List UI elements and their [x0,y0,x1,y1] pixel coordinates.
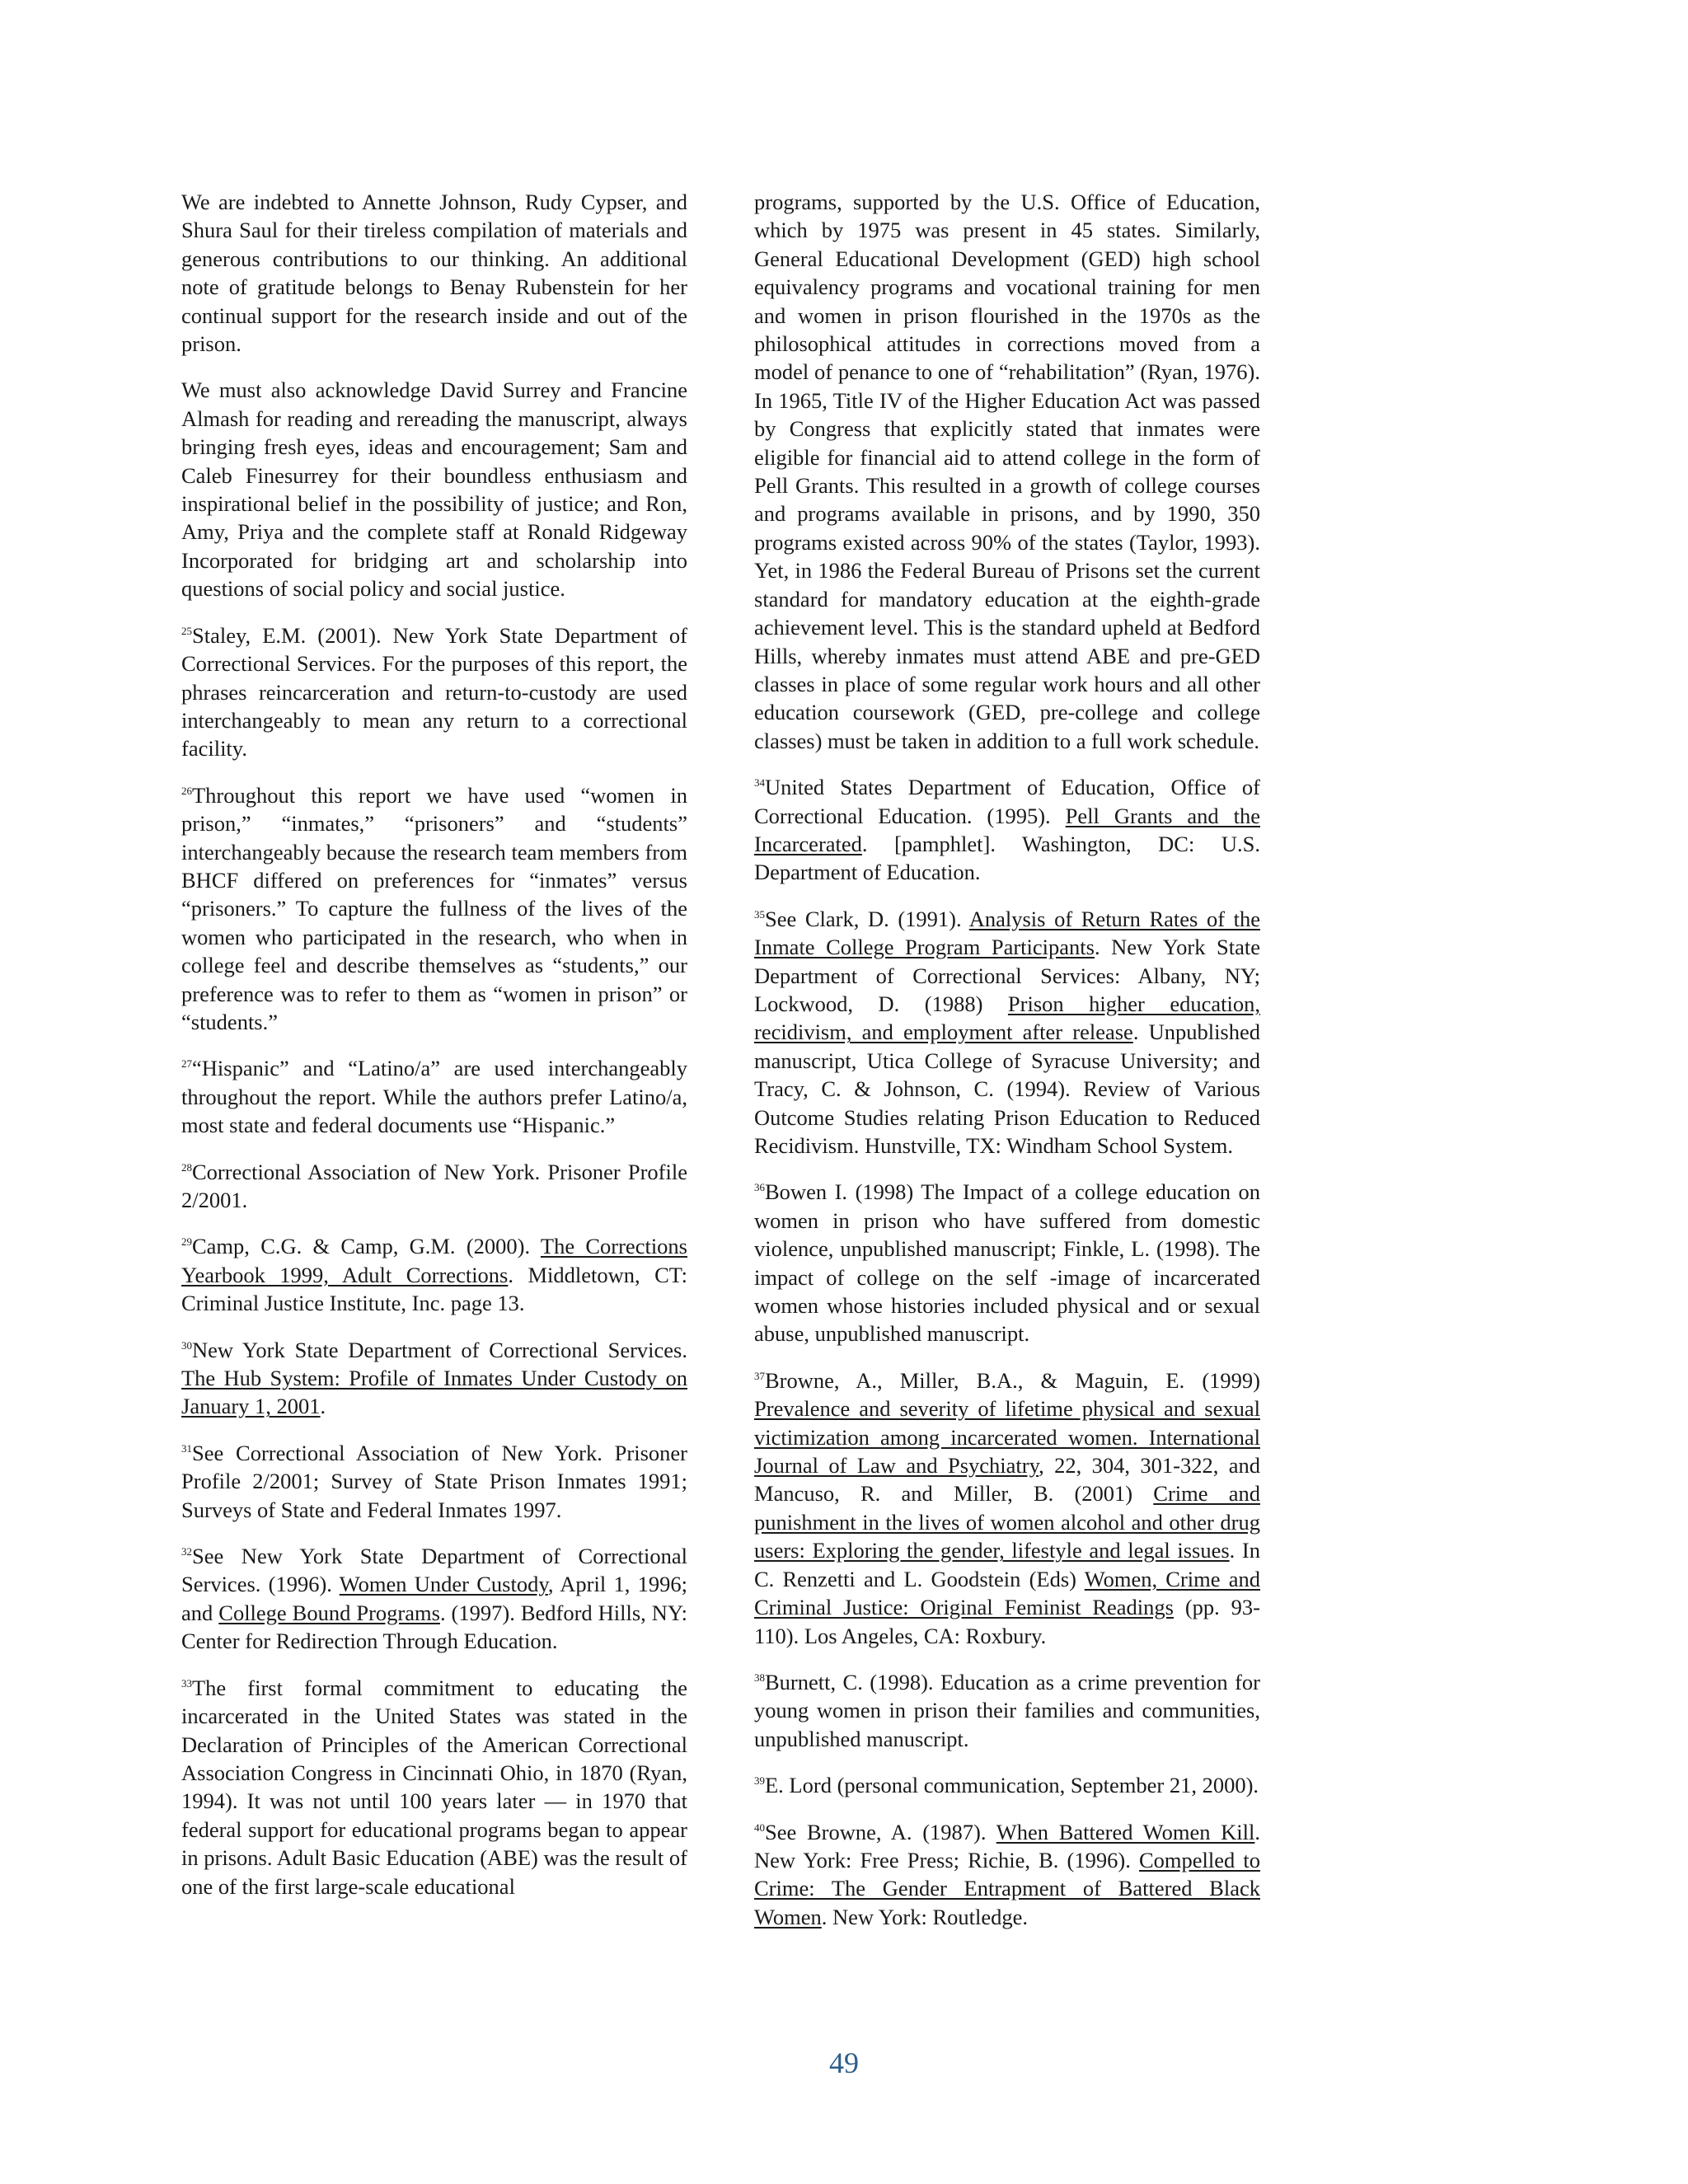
footnote-marker: 36 [754,1181,765,1194]
paragraph [181,781,687,1037]
left-column [181,188,687,1919]
text-run: . In C. Renzetti and L. Goodstein (Eds) [754,1538,1260,1591]
text-run: , 22, 304, 301-322, and Mancuso, R. and Miller, B. (2001) [754,1453,1260,1507]
text-run: . Middletown, CT: Criminal Justice Institute, Inc. page 13. [181,1262,687,1316]
text-run: . [pamphlet]. Washington, DC: U.S. Department of Education. [754,831,1260,885]
paragraph [181,1232,687,1317]
text-run: Throughout this report we have used “women in prison,” “inmates,” “prisoners” and “students” interchangeably because the research team members from BHCF differed on preferences for “inmates” versus “prisoners.” To capture the fullness of the lives of the women who participated in the research, who when in college feel and describe themselves as “students,” our preference was to refer to them as “women in prison” or “students.” [181,782,687,1034]
paragraph [181,188,687,358]
footnote-marker: 39 [754,1774,765,1788]
footnote-marker: 30 [181,1338,192,1352]
footnote-marker: 40 [754,1821,765,1834]
text-run: E. Lord (personal communication, September 21, 2000). [765,1773,1259,1798]
underlined-title: College Bound Programs [218,1600,440,1625]
paragraph [181,1674,687,1900]
footnote-marker: 34 [754,776,765,790]
paragraph [754,1366,1260,1650]
text-run: See New York State Department of Correctional Services. (1996). [181,1544,687,1597]
paragraph [181,621,687,763]
paragraph [754,773,1260,887]
footnote-marker: 31 [181,1441,192,1455]
text-run: programs, supported by the U.S. Office of Education, which by 1975 was present in 45 states. Similarly, General Educational Development (GED) high school equivalency programs and vocational training for men and women in prison flourished in the 1970s as the philosophical attitudes in corrections moved from a model of penance to one of “rehabilitation” (Ryan, 1976). In 1965, Title IV of the Higher Education Act was passed by Congress that explicitly stated that inmates were eligible for financial aid to attend college in the form of Pell Grants. This resulted in a growth of college courses and programs available in prisons, and by 1990, 350 programs existed across 90% of the states (Taylor, 1993). Yet, in 1986 the Federal Bureau of Prisons set the current standard for mandatory education at the eighth-grade achievement level. This is the standard upheld at Bedford Hills, whereby inmates must attend ABE and pre-GED classes in place of some regular work hours and all other education coursework (GED, pre-college and college classes) must be taken in addition to a full work schedule. [754,190,1260,753]
text-run: (pp. 93-110). Los Angeles, CA: Roxbury. [754,1595,1260,1648]
text-run: . New York: Free Press; Richie, B. (1996). [754,1819,1261,1872]
footnote-marker: 32 [181,1545,192,1558]
text-run: “Hispanic” and “Latino/a” are used interchangeably throughout the report. While the authors prefer Latino/a, most state and federal documents use “Hispanic.” [181,1056,687,1138]
footnote-marker: 33 [181,1676,192,1690]
footnote-marker: 26 [181,784,192,797]
text-run: New York State Department of Correctional Services. [192,1337,687,1362]
text-run: . (1997). Bedford Hills, NY: Center for Redirection Through Education. [181,1600,688,1654]
footnote-marker: 25 [181,624,192,637]
footnote-marker: 28 [181,1160,192,1174]
underlined-title: Women Under Custody [339,1572,548,1597]
footnote-marker: 37 [754,1369,765,1382]
text-run: Browne, A., Miller, B.A., & Maguin, E. (1999) [765,1367,1260,1393]
right-column [754,188,1260,1949]
footnote-marker: 35 [754,907,765,921]
page-number: 49 [829,2046,859,2079]
underlined-title: Crime and punishment in the lives of women alcohol and other drug users: Exploring the gender, lifestyle and legal issues [754,1481,1260,1563]
paragraph [181,1054,687,1139]
text-run: See Browne, A. (1987). [765,1819,996,1844]
underlined-title: The Corrections Yearbook 1999, Adult Corrections [181,1234,687,1287]
footnote-marker: 38 [754,1671,765,1684]
text-run: . New York: Routledge. [821,1904,1029,1929]
underlined-title: Women, Crime and Criminal Justice: Original Feminist Readings [754,1566,1261,1620]
text-run: The first formal commitment to educating the incarcerated in the United States was stated in the Declaration of Principles of the American Correctional Association Congress in Cincinnati Ohio, in 1870 (Ryan, 1994). It was not until 100 years later — in 1970 that federal support for educational programs began to appear in prisons. Adult Basic Education (ABE) was the result of one of the first large-scale educational [181,1675,687,1899]
paragraph [754,1771,1260,1799]
text-run: Staley, E.M. (2001). New York State Department of Correctional Services. For the purposes of this report, the phrases reincarceration and return-to-custody are used interchangeably to mean any return to a correctional facility. [181,622,687,762]
paragraph [754,1178,1260,1347]
text-run: Correctional Association of New York. Prisoner Profile 2/2001. [181,1159,687,1212]
paragraph [754,1668,1260,1753]
underlined-title: Prevalence and severity of lifetime physical and sexual victimization among incarcerated women. International Journal of Law and Psychiatry [754,1396,1260,1479]
paragraph [181,1542,687,1656]
text-run: Bowen I. (1998) The Impact of a college education on women in prison who have suffered from domestic violence, unpublished manuscript; Finkle, L. (1998). The impact of college on the self -image of incarcerated women whose histories included physical and or sexual abuse, unpublished manuscript. [754,1179,1260,1347]
paragraph [181,1336,687,1421]
text-run: United States Department of Education, Office of Correctional Education. (1995). [754,775,1260,828]
footnote-marker: 27 [181,1057,192,1071]
underlined-title: When Battered Women Kill [996,1819,1255,1844]
text-run: . New York State Department of Correctional Services: Albany, NY; Lockwood, D. (1988) [754,935,1260,1016]
text-run: . Unpublished manuscript, Utica College of Syracuse University; and Tracy, C. & Johnson, C. (1994). Review of Various Outcome Studies relating Prison Education to Reduced Recidivism. Hunstville, TX: Windham School System. [754,1019,1260,1158]
paragraph [754,1818,1260,1932]
underlined-title: Pell Grants and the Incarcerated [754,803,1260,856]
underlined-title: The Hub System: Profile of Inmates Under Custody on January 1, 2001 [181,1366,687,1419]
footnote-marker: 29 [181,1235,192,1249]
text-run: We are indebted to Annette Johnson, Rudy Cypser, and Shura Saul for their tireless compilation of materials and generous contributions to our thinking. An additional note of gratitude belongs to Benay Rubenstein for her continual support for the research inside and out of the prison. [181,190,687,357]
underlined-title: Prison higher education, recidivism, and employment after release [754,991,1260,1045]
paragraph [754,905,1260,1160]
underlined-title: Analysis of Return Rates of the Inmate College Program Participants [754,906,1260,960]
text-run: See Correctional Association of New York. Prisoner Profile 2/2001; Survey of State Prison Inmates 1991; Surveys of State and Federal Inmates 1997. [181,1440,687,1522]
paragraph [181,1439,687,1524]
text-run: We must also acknowledge David Surrey and Francine Almash for reading and rereading the manuscript, always bringing fresh eyes, ideas and encouragement; Sam and Caleb Finesurrey for their boundless enthusiasm and inspirational belief in the possibility of justice; and Ron, Amy, Priya and the complete staff at Ronald Ridgeway Incorporated for bridging art and scholarship into questions of social policy and social justice. [181,377,687,602]
paragraph [181,1158,687,1215]
underlined-title: Compelled to Crime: The Gender Entrapment of Battered Black Women [754,1847,1261,1929]
paragraph [754,188,1260,755]
text-run: , April 1, 1996; and [181,1572,687,1625]
text-run: Burnett, C. (1998). Education as a crime prevention for young women in prison their families and communities, unpublished manuscript. [754,1669,1260,1751]
text-run: . [320,1394,326,1419]
paragraph [181,376,687,602]
text-run: Camp, C.G. & Camp, G.M. (2000). [192,1234,541,1259]
text-run: See Clark, D. (1991). [765,906,969,931]
